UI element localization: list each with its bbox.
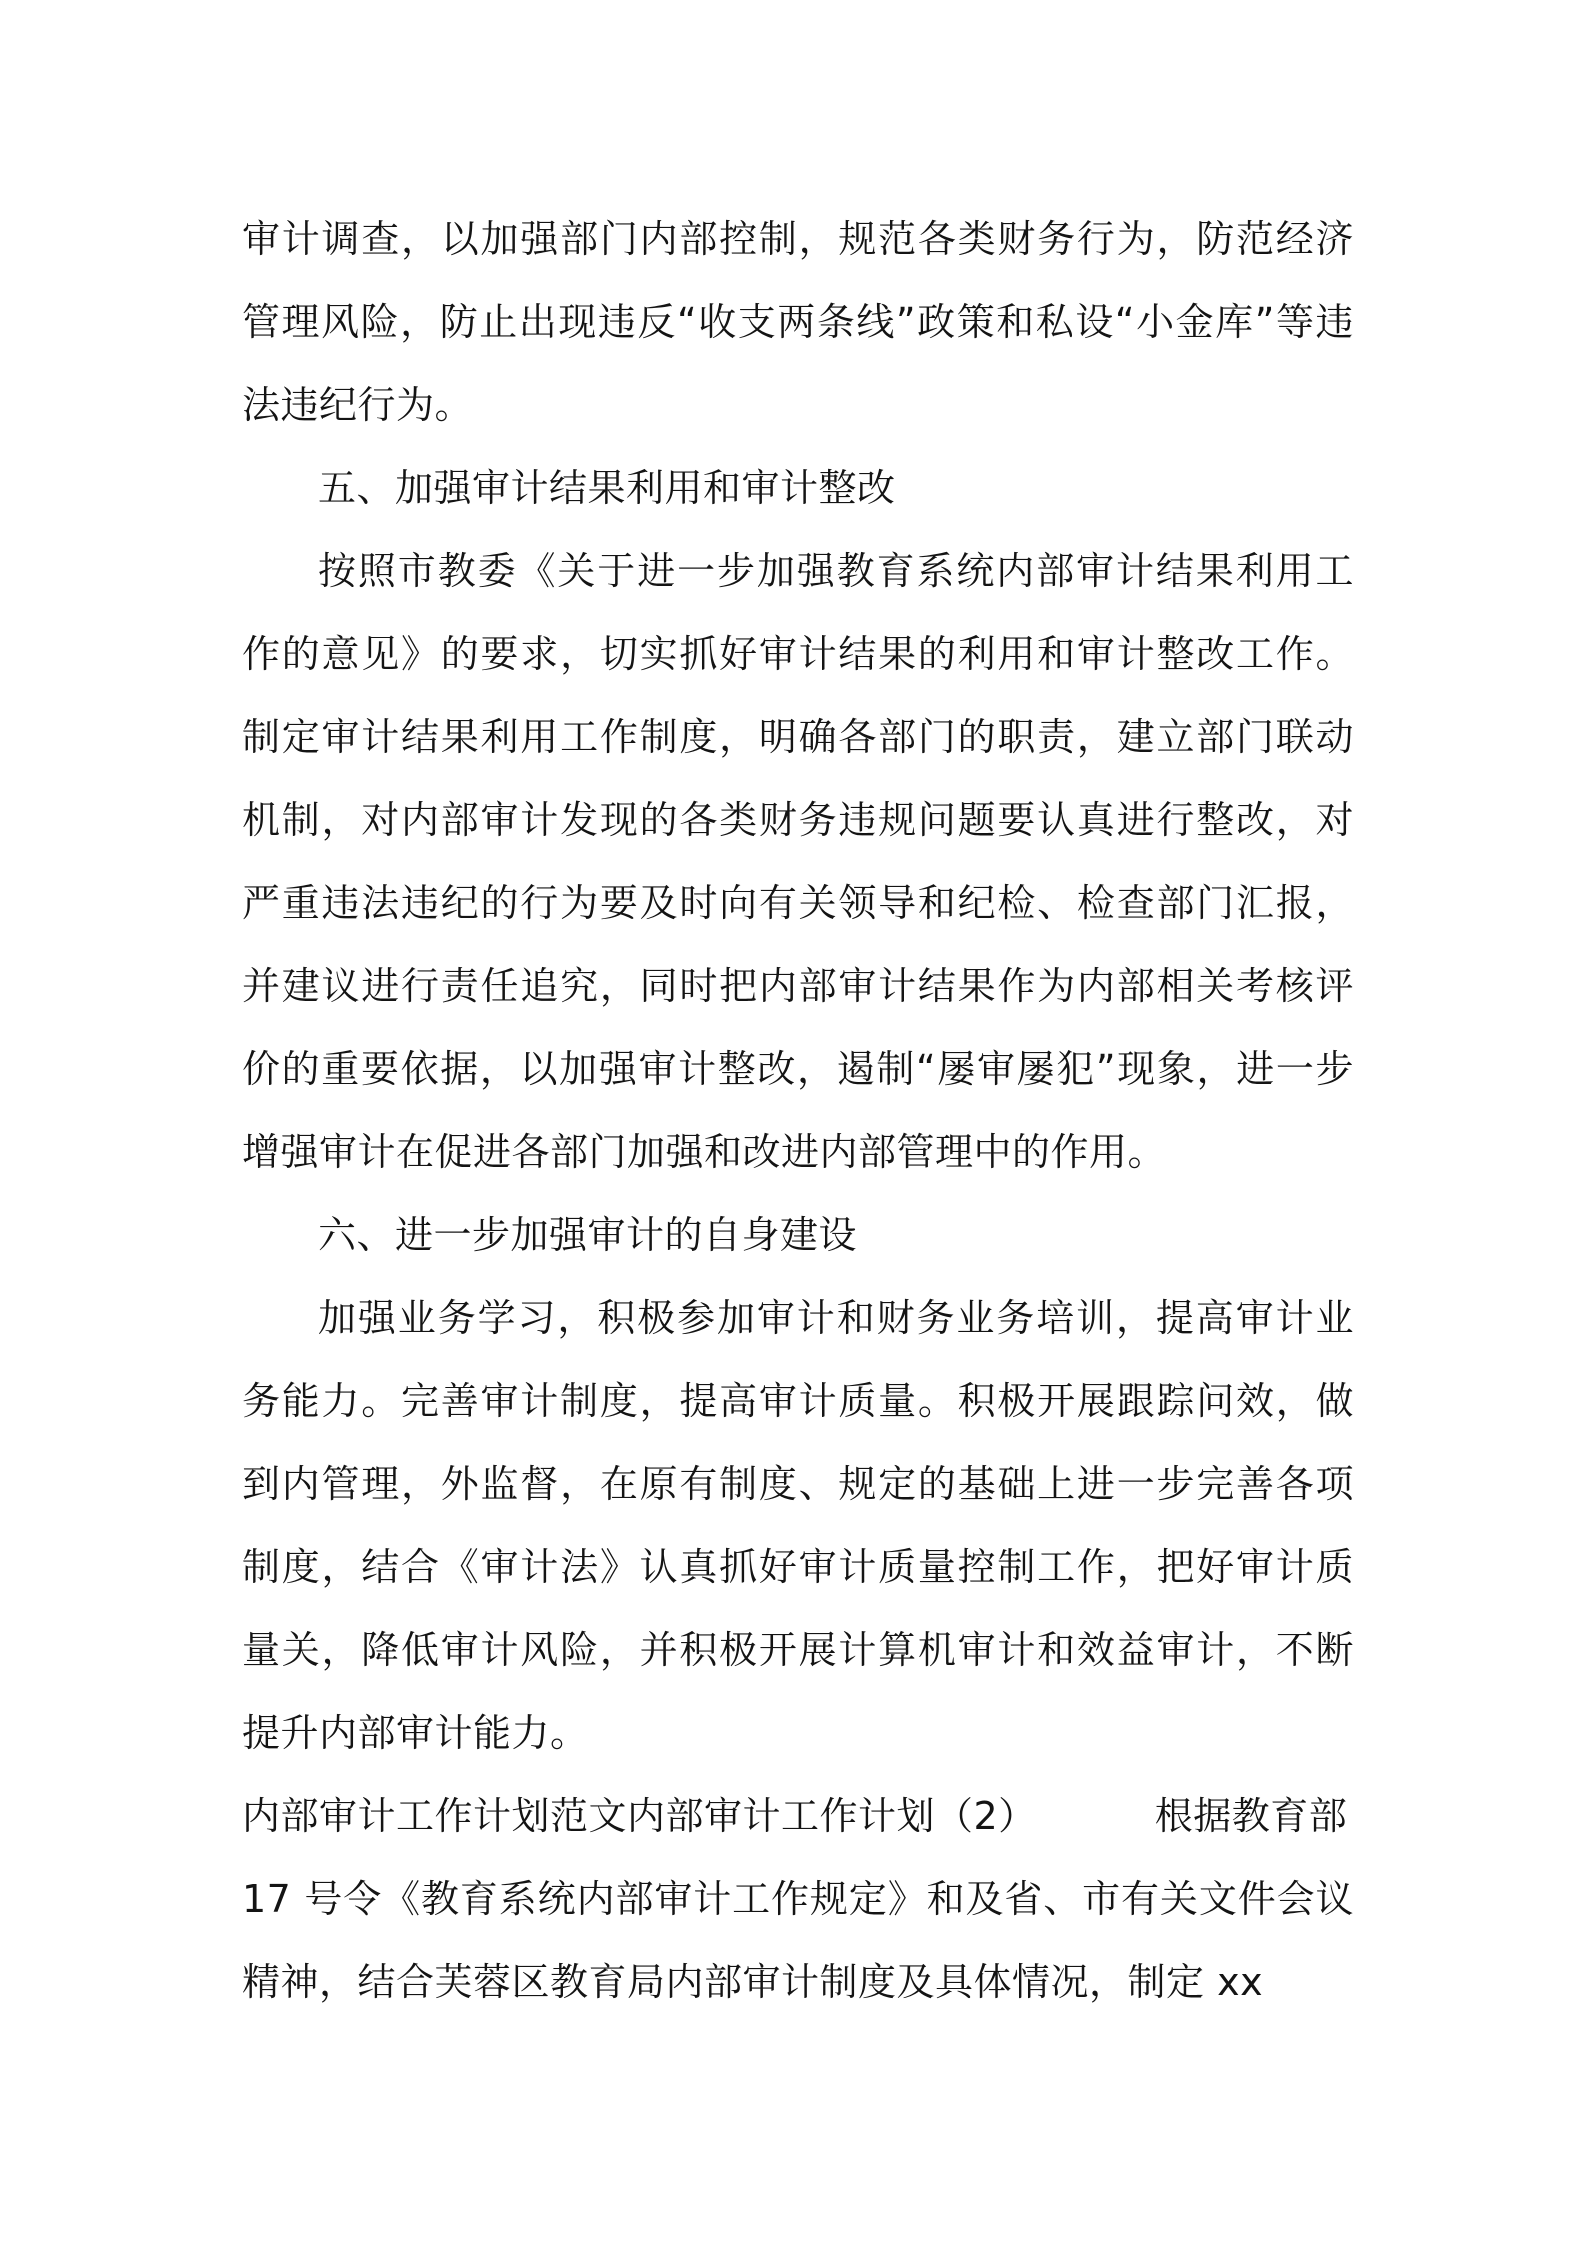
heading-section-5: 五、加强审计结果利用和审计整改 [318, 466, 896, 510]
paragraph-section-6: 加强业务学习，积极参加审计和财务业务培训，提高审计业务能力。完善审计制度，提高审计质量。积极开展跟踪问效，做到内管理，外监督，在原有制度、规定的基础上进一步完善各项制度，结合《审计法》认真抓好审计质量控制工作，把好审计质量关，降低审计风险，并积极开展计算机审计和效益审计，不断提升内部审计能力。 [242, 1296, 1354, 1755]
paragraph-next-rest: 17 号令《教育系统内部审计工作规定》和及省、市有关文件会议精神，结合芙蓉区教育局内部审计制度及具体情况，制定 xx [242, 1877, 1354, 2004]
section-title: 内部审计工作计划范文内部审计工作计划（2） [242, 1794, 1037, 1838]
heading-section-6: 六、进一步加强审计的自身建设 [318, 1213, 858, 1257]
document-body [242, 198, 1354, 2024]
paragraph-intro-continued: 审计调查，以加强部门内部控制，规范各类财务行为，防范经济管理风险，防止出现违反“收支两条线”政策和私设“小金库”等违法违纪行为。 [242, 217, 1354, 427]
section-title-row [242, 1775, 1354, 1858]
paragraph-section-5: 按照市教委《关于进一步加强教育系统内部审计结果利用工作的意见》的要求，切实抓好审计结果的利用和审计整改工作。制定审计结果利用工作制度，明确各部门的职责，建立部门联动机制，对内部审计发现的各类财务违规问题要认真进行整改，对严重违法违纪的行为要及时向有关领导和纪检、检查部门汇报，并建议进行责任追究，同时把内部审计结果作为内部相关考核评价的重要依据，以加强审计整改，遏制“屡审屡犯”现象，进一步增强审计在促进各部门加强和改进内部管理中的作用。 [242, 549, 1354, 1174]
paragraph-next-start: 根据教育部 [1154, 1794, 1348, 1838]
